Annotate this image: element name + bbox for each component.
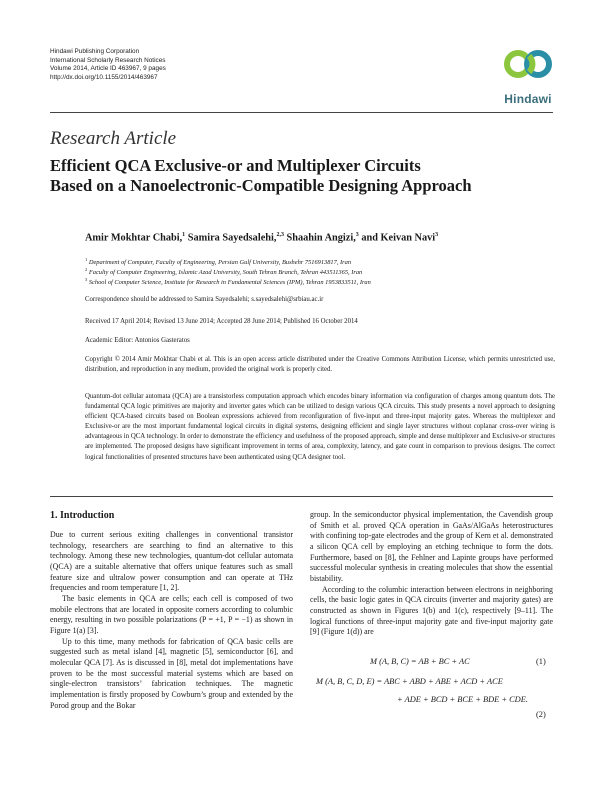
body-paragraph: Up to this time, many methods for fabrication of QCA basic cells are suggested such as metal island [4], magnetic [5], semiconductor [6], and molecular QCA [7]. As is discussed in [8], metal dot implementations have proven to be the most successful material systems which are based on single-electron transistors’ fabrication techniques. The magnetic implementation is firstly proposed by Cowburn’s group and extended by the Porod group and the Bokar xyxy=(50,636,293,710)
affiliation-number: 3 xyxy=(85,277,88,282)
author-affil-mark: 3 xyxy=(355,232,359,238)
logo-wordmark: Hindawi xyxy=(504,92,552,106)
title-line-2: Based on a Nanoelectronic-Compatible Designing Approach xyxy=(50,176,472,195)
equation-2-line-2: + ADE + BCD + BCE + BDE + CDE. xyxy=(397,695,528,704)
affiliation-text: Faculty of Computer Engineering, Islamic Azad University, South Tehran Branch, Tehran 443511365, Iran xyxy=(88,269,363,277)
equation-1: M (A, B, C) = AB + BC + AC xyxy=(370,657,470,666)
article-type: Research Article xyxy=(50,128,177,149)
volume-line: Volume 2014, Article ID 463967, 9 pages xyxy=(50,65,166,73)
affiliation-number: 1 xyxy=(85,257,88,262)
journal-name: International Scholarly Research Notices xyxy=(50,56,166,64)
author-name: Samira Sayedsalehi, xyxy=(187,232,277,244)
equation-number: (1) xyxy=(536,657,546,666)
author-list xyxy=(85,232,438,243)
hindawi-logo xyxy=(500,44,556,108)
affiliation-text: Department of Computer, Faculty of Engineering, Persian Gulf University, Bushehr 7516913817, Iran xyxy=(88,259,352,267)
hindawi-rings-icon xyxy=(500,44,556,92)
equation-number: (2) xyxy=(536,710,546,719)
body-paragraph: group. In the semiconductor physical implementation, the Cavendish group of Smith et al. proved QCA operation in GaAs/AlGaAs heterostructures with confining top-gate electrodes and the group of Kern et al. demonstrated a silicon QCA cell by employing an etching technique to form the dots. Furthermore, based on [8], the Fehlner and Lapinte groups have performed successful molecular synthesis in creating molecules that show the essential bistability. xyxy=(310,510,553,583)
author-name: Shaahin Angizi, xyxy=(286,232,356,244)
author-affil-mark: 2,3 xyxy=(276,232,284,238)
title-line-1: Efficient QCA Exclusive-or and Multiplexer Circuits xyxy=(50,156,421,175)
affiliation-text: School of Computer Science, Institute for Research in Fundamental Sciences (IPM), Tehran 1953833511, Iran xyxy=(88,279,371,287)
author-affil-mark: 1 xyxy=(182,232,186,238)
article-title xyxy=(50,156,560,196)
journal-header xyxy=(50,48,166,82)
body-paragraph: The basic elements in QCA are cells; each cell is composed of two mobile electrons that are located in opposite corners according to columbic energy, resulting in two possible polarizations (P = +1, P = −1) as shown in Figure 1(a) [3]. xyxy=(50,593,293,635)
body-paragraph: Due to current serious exiting challenges in conventional transistor technology, researchers are searching to find an alternative to this technology. Among these new technologies, quantum-dot cellular automata (QCA) are a suitable alternative that offers unique features such as small feature size and ultralow power consumption and can operate at THz frequencies and room temperature [1, 2]. xyxy=(50,530,293,593)
body-paragraph: According to the columbic interaction between electrons in neighboring cells, the basic logic gates in QCA circuits (inverter and majority gates) are constructed as shown in Figures 1(b) and 1(c), respectively [9–11]. The logical functions of three-input majority gate and five-input majority gate [9] (Figure 1(d)) are xyxy=(310,584,553,637)
affiliation xyxy=(85,275,371,287)
academic-editor: Academic Editor: Antonios Gasteratos xyxy=(85,337,190,344)
left-column xyxy=(50,530,293,711)
abstract-divider xyxy=(50,496,553,497)
correspondence: Correspondence should be addressed to Samira Sayedsalehi; s.sayedsalehi@srbiau.ac.ir xyxy=(85,296,324,303)
author-name: and Keivan Navi xyxy=(361,232,436,244)
abstract: Quantum-dot cellular automata (QCA) are a transistorless computation approach which encodes binary information via configuration of charges among quantum dots. The fundamental QCA logic primitives are majority and inverter gates which can be utilized to design various QCA circuits. This study presents a novel approach to designing efficient QCA-based circuits based on Boolean expressions achieved from reconfiguration of five-input and three-input majority gates. Whereas the multiplexer and Exclusive-or are the most important fundamental logical circuits in digital systems, designing efficient and single layer structures without coplanar cross-over wiring is advantageous in QCA technology. In order to demonstrate the efficiency and usefulness of the proposed approach, simple and dense multiplexer and Exclusive-or structures are implemented. The proposed designs have significant improvement in terms of area, complexity, latency, and gate count in comparison to previous designs. The correct logical functionalities of presented structures have been authenticated using QCA designer tool. xyxy=(85,393,555,461)
affiliation-number: 2 xyxy=(85,267,88,272)
author-affil-mark: 3 xyxy=(435,232,439,238)
doi-link[interactable]: http://dx.doi.org/10.1155/2014/463967 xyxy=(50,73,158,81)
equation-2-line-1: M (A, B, C, D, E) = ABC + ABD + ABE + ACD + ACE xyxy=(316,677,503,686)
publisher-name: Hindawi Publishing Corporation xyxy=(50,48,140,55)
article-dates: Received 17 April 2014; Revised 13 June 2014; Accepted 28 June 2014; Published 16 October 2014 xyxy=(85,318,358,325)
copyright-notice: Copyright © 2014 Amir Mokhtar Chabi et al. This is an open access article distributed under the Creative Commons Attribution License, which permits unrestricted use, distribution, and reproduction in any medium, provided the original work is properly cited. xyxy=(85,356,555,374)
right-column xyxy=(310,510,553,638)
section-heading: 1. Introduction xyxy=(50,510,115,521)
author-name: Amir Mokhtar Chabi, xyxy=(85,232,183,244)
header-divider xyxy=(50,112,553,113)
